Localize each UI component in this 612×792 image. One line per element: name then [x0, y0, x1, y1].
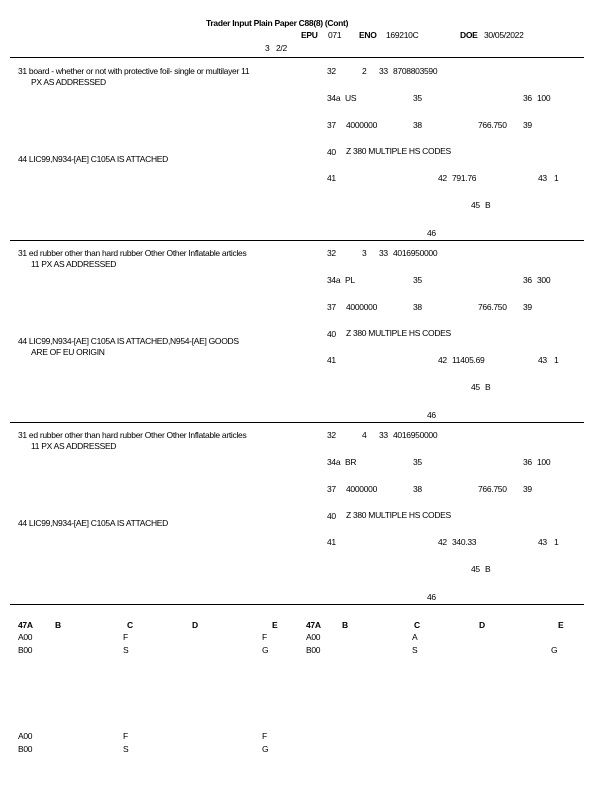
tax-value: F [262, 632, 267, 642]
description-line: 11 PX AS ADDRESSED [31, 259, 117, 269]
tax-value: G [262, 645, 269, 655]
tax-value: F [123, 632, 128, 642]
description-line: 11 PX AS ADDRESSED [31, 441, 117, 451]
column-header: B [342, 620, 348, 630]
field-label: 32 [327, 66, 336, 76]
field-label: 35 [413, 457, 422, 467]
field-label: 38 [413, 120, 422, 130]
tax-value: F [262, 731, 267, 741]
field-label: 42 [438, 537, 447, 547]
epu-value: 071 [328, 30, 342, 40]
page-of: 2/2 [276, 43, 287, 53]
column-header: D [479, 620, 485, 630]
field-label: 41 [327, 537, 336, 547]
commodity-code: 4016950000 [393, 430, 438, 440]
field-label: 38 [413, 302, 422, 312]
field-label: 34a [327, 275, 341, 285]
field-label: 36 [523, 93, 532, 103]
field-value: 300 [537, 275, 551, 285]
description-line: 31 ed rubber other than hard rubber Other Other Inflatable articles [18, 430, 247, 440]
field-label: 39 [523, 484, 532, 494]
field-label: 37 [327, 302, 336, 312]
tax-type: B00 [18, 645, 33, 655]
field-label: 36 [523, 275, 532, 285]
description-line: 31 ed rubber other than hard rubber Other Other Inflatable articles [18, 248, 247, 258]
origin-country: US [345, 93, 357, 103]
eno-value: 169210C [386, 30, 419, 40]
divider [10, 422, 584, 423]
commodity-code: 8708803590 [393, 66, 438, 76]
divider [10, 604, 584, 605]
field-label: 46 [427, 592, 436, 602]
field-label: 43 [538, 355, 547, 365]
field-label: 33 [379, 248, 388, 258]
previous-document: Z 380 MULTIPLE HS CODES [346, 510, 451, 520]
box44-line: 44 LIC99,N934-[AE] C105A IS ATTACHED [18, 154, 168, 164]
eno-label: ENO [359, 30, 377, 40]
tax-value: G [262, 744, 269, 754]
field-label: 34a [327, 93, 341, 103]
page-number: 3 [265, 43, 270, 53]
cpc-value: 4000000 [346, 302, 377, 312]
item-price: 791.76 [452, 173, 477, 183]
tax-type: A00 [306, 632, 321, 642]
field-label: 46 [427, 228, 436, 238]
tax-value: S [412, 645, 418, 655]
field-label: 41 [327, 173, 336, 183]
column-header: C [127, 620, 133, 630]
epu-label: EPU [301, 30, 318, 40]
field-label: 40 [327, 511, 336, 521]
tax-value: G [551, 645, 558, 655]
origin-country: PL [345, 275, 355, 285]
doe-value: 30/05/2022 [484, 30, 524, 40]
field-label: 40 [327, 329, 336, 339]
field-label: 39 [523, 120, 532, 130]
field-label: 34a [327, 457, 341, 467]
item-price: 340.33 [452, 537, 477, 547]
divider [10, 57, 584, 58]
field-label: 46 [427, 410, 436, 420]
field-label: 33 [379, 66, 388, 76]
field-label: 32 [327, 430, 336, 440]
column-header: 47A [306, 620, 321, 630]
item-number: 4 [362, 430, 367, 440]
description-line: 31 board - whether or not with protective foil- single or multilayer 11 [18, 66, 250, 76]
field-label: 35 [413, 275, 422, 285]
box44-line: ARE OF EU ORIGIN [31, 347, 105, 357]
net-mass: 766.750 [478, 302, 507, 312]
column-header: 47A [18, 620, 33, 630]
field-label: 41 [327, 355, 336, 365]
field-label: 39 [523, 302, 532, 312]
field-value: B [485, 564, 491, 574]
tax-type: A00 [18, 632, 33, 642]
field-label: 35 [413, 93, 422, 103]
field-label: 45 [471, 564, 480, 574]
field-label: 40 [327, 147, 336, 157]
field-value: B [485, 200, 491, 210]
field-label: 32 [327, 248, 336, 258]
previous-document: Z 380 MULTIPLE HS CODES [346, 146, 451, 156]
column-header: B [55, 620, 61, 630]
field-label: 42 [438, 173, 447, 183]
column-header: C [414, 620, 420, 630]
box44-line: 44 LIC99,N934-[AE] C105A IS ATTACHED,N954-[AE] GOODS [18, 336, 239, 346]
field-label: 33 [379, 430, 388, 440]
field-value: 1 [554, 173, 559, 183]
divider [10, 240, 584, 241]
net-mass: 766.750 [478, 120, 507, 130]
column-header: E [272, 620, 278, 630]
commodity-code: 4016950000 [393, 248, 438, 258]
field-label: 37 [327, 484, 336, 494]
field-label: 37 [327, 120, 336, 130]
tax-value: A [412, 632, 418, 642]
box44-line: 44 LIC99,N934-[AE] C105A IS ATTACHED [18, 518, 168, 528]
field-label: 45 [471, 200, 480, 210]
field-label: 43 [538, 173, 547, 183]
field-value: B [485, 382, 491, 392]
tax-value: F [123, 731, 128, 741]
field-label: 43 [538, 537, 547, 547]
cpc-value: 4000000 [346, 120, 377, 130]
item-number: 3 [362, 248, 367, 258]
column-header: E [558, 620, 564, 630]
item-price: 11405.69 [452, 355, 485, 365]
field-value: 100 [537, 93, 551, 103]
tax-value: S [123, 744, 129, 754]
field-label: 38 [413, 484, 422, 494]
description-line: PX AS ADDRESSED [31, 77, 106, 87]
item-number: 2 [362, 66, 367, 76]
column-header: D [192, 620, 198, 630]
net-mass: 766.750 [478, 484, 507, 494]
document-title: Trader Input Plain Paper C88(8) (Cont) [206, 18, 349, 28]
cpc-value: 4000000 [346, 484, 377, 494]
field-value: 1 [554, 537, 559, 547]
origin-country: BR [345, 457, 357, 467]
previous-document: Z 380 MULTIPLE HS CODES [346, 328, 451, 338]
field-label: 36 [523, 457, 532, 467]
tax-type: B00 [18, 744, 33, 754]
field-value: 1 [554, 355, 559, 365]
tax-type: B00 [306, 645, 321, 655]
doe-label: DOE [460, 30, 478, 40]
field-label: 42 [438, 355, 447, 365]
field-label: 45 [471, 382, 480, 392]
field-value: 100 [537, 457, 551, 467]
tax-value: S [123, 645, 129, 655]
tax-type: A00 [18, 731, 33, 741]
